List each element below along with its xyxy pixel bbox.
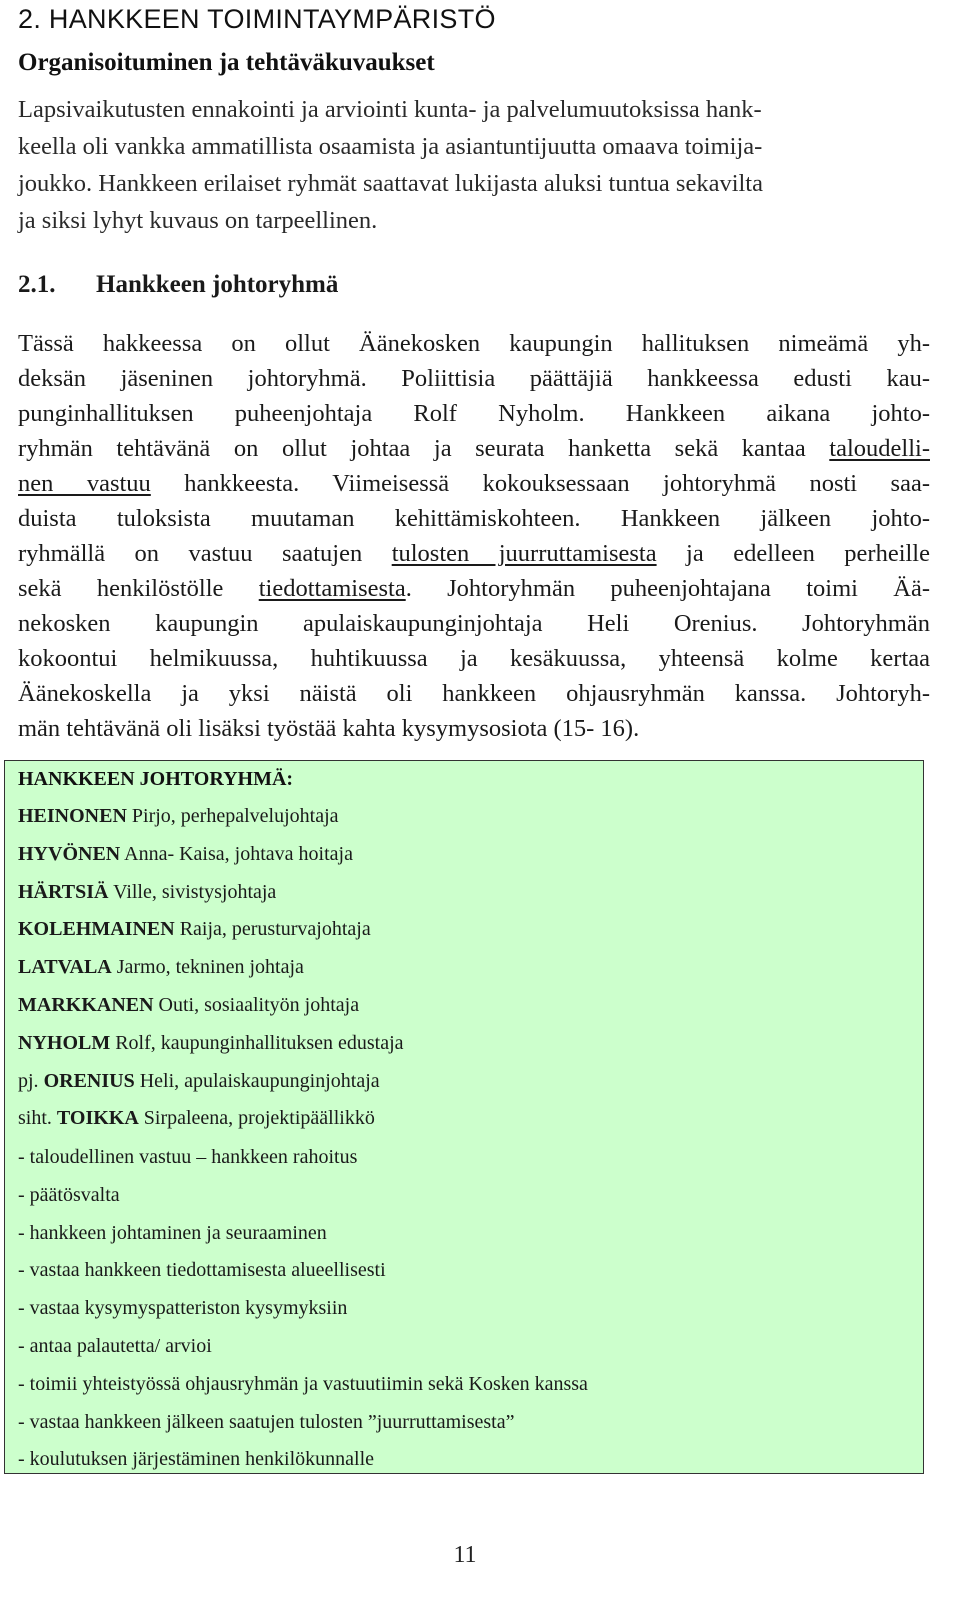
chapter-title: 2. HANKKEEN TOIMINTAYMPÄRISTÖ [18,4,496,34]
body-line: deksän jäseninen johtoryhmä. Poliittisia päättäjiä hankkeessa edusti kau- [18,365,930,392]
body-text-fragment: ja edelleen perheille [656,540,930,567]
underlined-term: taloudelli- [829,435,930,462]
duty-item: - päätösvalta [18,1183,120,1206]
body-text-fragment: ryhmällä on vastuu saatujen [18,540,392,567]
subsection-title: Hankkeen johtoryhmä [96,271,339,298]
member-prefix: siht. [18,1107,57,1130]
duty-item: - hankkeen johtaminen ja seuraaminen [18,1221,327,1244]
member-item [18,877,404,915]
steering-group-title: HANKKEEN JOHTORYHMÄ: [18,768,294,790]
duty-item: - toimii yhteistyössä ohjausryhmän ja vastuutiimin sekä Kosken kanssa [18,1372,588,1395]
member-surname: LATVALA [18,956,112,979]
body-text-fragment: . Johtoryhmän puheenjohtajana toimi Ää- [405,575,930,602]
intro-line: ja siksi lyhyt kuvaus on tarpeellinen. [18,207,378,234]
intro-paragraph [18,91,930,239]
member-prefix: pj. [18,1069,44,1092]
body-line [18,571,930,606]
duty-item: - vastaa kysymyspatteriston kysymyksiin [18,1297,348,1320]
body-line: män tehtävänä oli lisäksi työstää kahta kysymysosiota (15- 16). [18,715,640,742]
member-details: Raija, perusturvajohtaja [174,918,371,941]
member-details: Pirjo, perhepalvelujohtaja [126,805,339,827]
intro-line: Lapsivaikutusten ennakointi ja arviointi kunta- ja palvelumuutoksissa hank- [18,96,762,123]
underlined-term: nen vastuu [18,470,151,497]
member-surname: TOIKKA [56,1107,139,1130]
underlined-term: tulosten juurruttamisesta [391,540,657,567]
body-line [18,536,930,571]
member-surname: HÄRTSIÄ [18,880,109,903]
member-details: Rolf, kaupunginhallituksen edustaja [110,1031,404,1054]
duty-item: - antaa palautetta/ arvioi [18,1334,212,1357]
body-text-fragment: hankkeesta. Viimeisessä kokouksessaan johtoryhmä nosti saa- [150,470,930,497]
member-item [18,801,404,839]
intro-line: keella oli vankka ammatillista osaamista ja asiantuntijuutta omaava toimija- [18,133,763,160]
member-surname: MARKKANEN [18,993,154,1016]
member-details: Sirpaleena, projektipäällikkö [138,1107,375,1130]
body-line: nekosken kaupungin apulaiskaupunginjohtaja Heli Orenius. Johtoryhmän [18,610,930,637]
body-line [18,431,930,466]
intro-line: joukko. Hankkeen erilaiset ryhmät saattavat lukijasta aluksi tuntua sekavilta [18,170,763,197]
duty-item: - vastaa hankkeen tiedottamisesta alueellisesti [18,1259,386,1282]
members-list [18,801,404,1141]
body-line: Tässä hakkeessa on ollut Äänekosken kaupungin hallituksen nimeämä yh- [18,330,930,357]
member-details: Ville, sivistysjohtaja [108,880,277,903]
member-item [18,1028,404,1066]
duty-item: - vastaa hankkeen jälkeen saatujen tulosten ”juurruttamisesta” [18,1410,515,1433]
member-surname: KOLEHMAINEN [18,918,175,941]
steering-group-box [4,760,924,1474]
member-details: Jarmo, tekninen johtaja [111,956,304,979]
duties-list [18,1142,588,1482]
underlined-term: tiedottamisesta [258,575,406,602]
page-number: 11 [453,1542,477,1568]
subsection-heading [18,269,338,301]
body-line [18,466,930,501]
body-line: Äänekoskella ja yksi näistä oli hankkeen ohjausryhmän kanssa. Johtoryh- [18,680,930,707]
member-item [18,990,404,1028]
member-item [18,839,404,877]
body-line: kokoontui helmikuussa, huhtikuussa ja kesäkuussa, yhteensä kolme kertaa [18,645,930,672]
member-item [18,914,404,952]
member-surname: NYHOLM [18,1031,111,1054]
body-paragraph [18,326,930,746]
duty-item: - koulutuksen järjestäminen henkilökunnalle [18,1448,375,1471]
member-details: Heli, apulaiskaupunginjohtaja [134,1069,380,1092]
body-text-fragment: sekä henkilöstölle [18,575,259,602]
member-details: Outi, sosiaalityön johtaja [153,993,360,1016]
section-title: Organisoituminen ja tehtäväkuvaukset [18,49,435,76]
body-text-fragment: ryhmän tehtävänä on ollut johtaa ja seurata hanketta sekä kantaa [18,435,830,462]
body-line: duista tuloksista muutaman kehittämiskohteen. Hankkeen jälkeen johto- [18,505,930,532]
member-item [18,952,404,990]
subsection-number: 2.1. [18,271,56,298]
body-line: punginhallituksen puheenjohtaja Rolf Nyholm. Hankkeen aikana johto- [18,400,930,427]
duty-item: - taloudellinen vastuu – hankkeen rahoitus [18,1146,358,1168]
member-item [18,1103,404,1141]
member-item [18,1066,404,1104]
member-surname: ORENIUS [43,1069,135,1092]
member-surname: HEINONEN [18,805,127,827]
member-surname: HYVÖNEN [18,842,121,865]
member-details: Anna- Kaisa, johtava hoitaja [120,842,353,865]
